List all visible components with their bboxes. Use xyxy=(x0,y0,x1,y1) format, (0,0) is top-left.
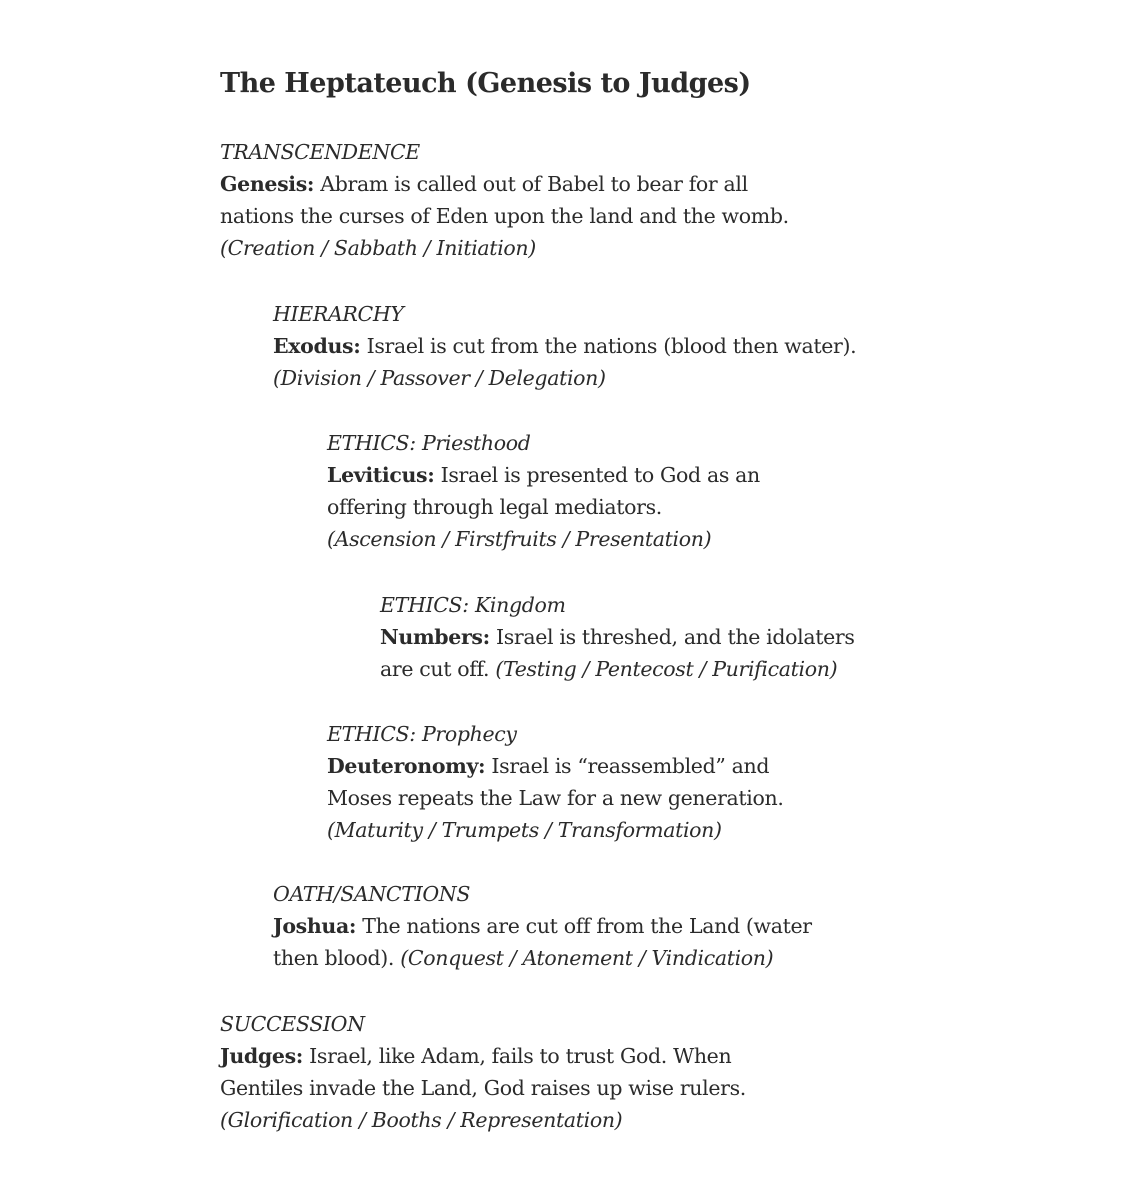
section-heading: OATH/SANCTIONS xyxy=(273,882,471,906)
section-tags: (Ascension / Firstfruits / Presentation) xyxy=(327,527,712,551)
section-description-line-2 xyxy=(220,200,789,232)
section-tags: (Creation / Sabbath / Initiation) xyxy=(220,236,536,260)
section-description-line-1 xyxy=(273,910,812,942)
section-heading: SUCCESSION xyxy=(220,1012,365,1036)
book-name: Judges: xyxy=(220,1044,303,1068)
book-name: Joshua: xyxy=(273,914,357,938)
section-numbers xyxy=(380,589,855,685)
section-description-line-1 xyxy=(327,750,784,782)
description-text: Israel is presented to God as an xyxy=(434,463,760,487)
section-tags: (Conquest / Atonement / Vindication) xyxy=(400,946,774,970)
description-text: Abram is called out of Babel to bear for all xyxy=(314,172,748,196)
section-tags: (Division / Passover / Delegation) xyxy=(273,366,606,390)
section-description-line-1 xyxy=(273,330,856,362)
section-genesis xyxy=(220,136,789,264)
book-name: Numbers: xyxy=(380,625,490,649)
section-tags: (Testing / Pentecost / Purification) xyxy=(495,657,838,681)
description-text: The nations are cut off from the Land (water xyxy=(356,914,812,938)
section-heading: ETHICS: Kingdom xyxy=(380,593,566,617)
section-description-line-1 xyxy=(327,459,760,491)
description-text: are cut off. xyxy=(380,657,496,681)
section-description-line-2 xyxy=(273,942,812,974)
description-text: nations the curses of Eden upon the land and the womb. xyxy=(220,204,789,228)
section-description-line-2 xyxy=(380,653,855,685)
description-text: Israel is threshed, and the idolaters xyxy=(489,625,855,649)
description-text: then blood). xyxy=(273,946,401,970)
section-description-line-2 xyxy=(220,1072,746,1104)
section-joshua xyxy=(273,878,812,974)
description-text: Israel is “reassembled” and xyxy=(485,754,770,778)
page-title: The Heptateuch (Genesis to Judges) xyxy=(220,68,751,99)
section-heading: HIERARCHY xyxy=(273,302,404,326)
section-tags: (Glorification / Booths / Representation) xyxy=(220,1108,623,1132)
section-leviticus xyxy=(327,427,760,555)
description-text: Israel, like Adam, fails to trust God. When xyxy=(302,1044,732,1068)
book-name: Deuteronomy: xyxy=(327,754,486,778)
book-name: Leviticus: xyxy=(327,463,435,487)
section-exodus xyxy=(273,298,856,394)
section-description-line-1 xyxy=(380,621,855,653)
section-description-line-1 xyxy=(220,1040,746,1072)
section-heading: TRANSCENDENCE xyxy=(220,140,420,164)
section-deuteronomy xyxy=(327,718,784,846)
book-name: Genesis: xyxy=(220,172,315,196)
description-text: Gentiles invade the Land, God raises up wise rulers. xyxy=(220,1076,746,1100)
section-tags: (Maturity / Trumpets / Transformation) xyxy=(327,818,722,842)
description-text: Israel is cut from the nations (blood then water). xyxy=(360,334,857,358)
section-description-line-1 xyxy=(220,168,789,200)
section-heading: ETHICS: Priesthood xyxy=(327,431,531,455)
section-heading: ETHICS: Prophecy xyxy=(327,722,517,746)
description-text: offering through legal mediators. xyxy=(327,495,662,519)
book-name: Exodus: xyxy=(273,334,361,358)
section-judges xyxy=(220,1008,746,1136)
section-description-line-2 xyxy=(327,491,760,523)
section-description-line-2 xyxy=(327,782,784,814)
description-text: Moses repeats the Law for a new generation. xyxy=(327,786,784,810)
